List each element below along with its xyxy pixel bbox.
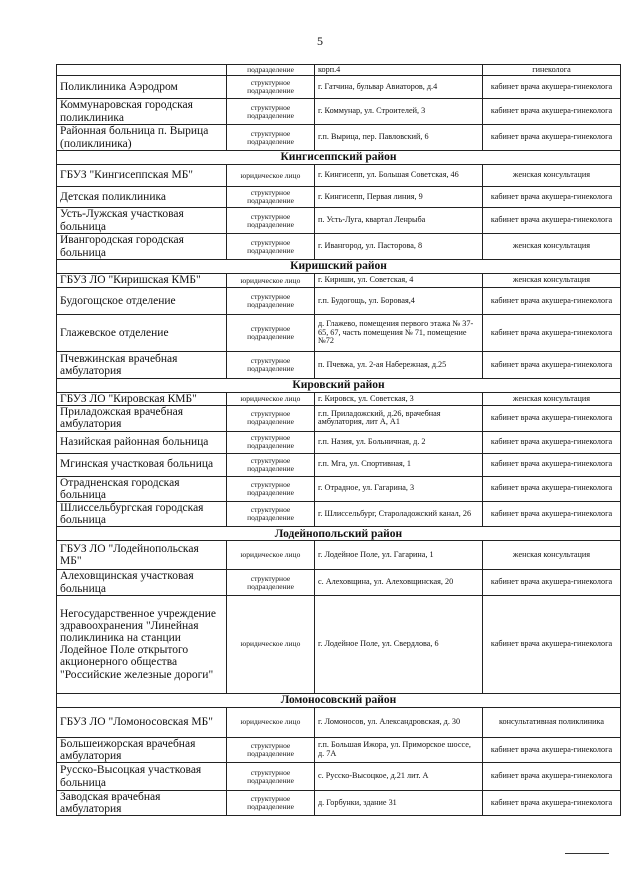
legal-status-cell: структурное подразделение	[227, 76, 315, 99]
legal-status-cell: структурное подразделение	[227, 288, 315, 315]
facility-name-cell: Детская поликлиника	[57, 187, 227, 208]
legal-status-cell: структурное подразделение	[227, 431, 315, 453]
facility-name-cell: Глажевское отделение	[57, 315, 227, 352]
service-unit-cell: женская консультация	[483, 165, 621, 187]
service-unit-cell: кабинет врача акушера-гинеколога	[483, 406, 621, 431]
legal-status-cell: структурное подразделение	[227, 99, 315, 125]
table-row	[57, 763, 621, 791]
service-unit-cell: кабинет врача акушера-гинеколога	[483, 570, 621, 595]
facility-name-cell: Коммунаровская городская поликлиника	[57, 99, 227, 125]
district-header-row	[57, 527, 621, 541]
facility-name-cell: Русско-Высоцкая участковая больница	[57, 763, 227, 791]
facility-name-cell: Поликлиника Аэродром	[57, 76, 227, 99]
table-row	[57, 476, 621, 501]
legal-status-cell: структурное подразделение	[227, 187, 315, 208]
table-row	[57, 65, 621, 76]
district-title: Лодейнопольский район	[57, 527, 621, 541]
service-unit-cell: кабинет врача акушера-гинеколога	[483, 501, 621, 526]
address-cell: г. Кингисепп, ул. Большая Советская, 46	[315, 165, 483, 187]
facility-name-cell: Ивангородская городская больница	[57, 234, 227, 260]
legal-status-cell: структурное подразделение	[227, 352, 315, 379]
service-unit-cell: женская консультация	[483, 274, 621, 288]
address-cell: г.п. Вырица, пер. Павловский, 6	[315, 125, 483, 151]
district-header-row	[57, 151, 621, 165]
service-unit-cell: гинеколога	[483, 65, 621, 76]
address-cell: д. Глажево, помещения первого этажа № 37-65, 67, часть помещения № 71, помещение №72	[315, 315, 483, 352]
legal-status-cell: структурное подразделение	[227, 234, 315, 260]
legal-status-cell: структурное подразделение	[227, 501, 315, 526]
legal-status-cell: структурное подразделение	[227, 476, 315, 501]
address-cell: г. Лодейное Поле, ул. Свердлова, 6	[315, 595, 483, 693]
service-unit-cell: кабинет врача акушера-гинеколога	[483, 431, 621, 453]
address-cell: г. Кировск, ул. Советская, 3	[315, 393, 483, 406]
legal-status-cell: юридическое лицо	[227, 707, 315, 737]
facility-table	[56, 64, 621, 816]
legal-status-cell: юридическое лицо	[227, 541, 315, 570]
table-row	[57, 187, 621, 208]
district-header-row	[57, 260, 621, 274]
service-unit-cell: женская консультация	[483, 541, 621, 570]
table-row	[57, 707, 621, 737]
facility-name-cell: ГБУЗ "Кингисеппская МБ"	[57, 165, 227, 187]
table-row	[57, 595, 621, 693]
address-cell: г. Ломоносов, ул. Александровская, д. 30	[315, 707, 483, 737]
table-row	[57, 453, 621, 476]
district-title: Ломоносовский район	[57, 693, 621, 707]
service-unit-cell: кабинет врача акушера-гинеколога	[483, 315, 621, 352]
service-unit-cell: кабинет врача акушера-гинеколога	[483, 187, 621, 208]
service-unit-cell: кабинет врача акушера-гинеколога	[483, 595, 621, 693]
service-unit-cell: кабинет врача акушера-гинеколога	[483, 76, 621, 99]
legal-status-cell: структурное подразделение	[227, 763, 315, 791]
service-unit-cell: кабинет врача акушера-гинеколога	[483, 453, 621, 476]
legal-status-cell: юридическое лицо	[227, 274, 315, 288]
address-cell: г.п. Будогощь, ул. Боровая,4	[315, 288, 483, 315]
facility-name-cell: ГБУЗ ЛО "Киришская КМБ"	[57, 274, 227, 288]
address-cell: п. Пчевжа, ул. 2-ая Набережная, д.25	[315, 352, 483, 379]
service-unit-cell: кабинет врача акушера-гинеколога	[483, 288, 621, 315]
legal-status-cell: структурное подразделение	[227, 125, 315, 151]
address-cell: с. Алеховщина, ул. Алеховщинская, 20	[315, 570, 483, 595]
facility-name-cell: ГБУЗ ЛО "Кировская КМБ"	[57, 393, 227, 406]
legal-status-cell: структурное подразделение	[227, 570, 315, 595]
facility-name-cell: Назийская районная больница	[57, 431, 227, 453]
table-row	[57, 76, 621, 99]
table-row	[57, 288, 621, 315]
address-cell: г.п. Назия, ул. Больничная, д. 2	[315, 431, 483, 453]
address-cell: г. Гатчина, бульвар Авиаторов, д.4	[315, 76, 483, 99]
facility-name-cell: Пчевжинская врачебная амбулатория	[57, 352, 227, 379]
facility-name-cell: Большеижорская врачебная амбулатория	[57, 737, 227, 762]
table-row	[57, 208, 621, 234]
facility-name-cell: Районная больница п. Вырица (поликлиника)	[57, 125, 227, 151]
address-cell: г. Кингисепп, Первая линия, 9	[315, 187, 483, 208]
facility-name-cell: Усть-Лужская участковая больница	[57, 208, 227, 234]
legal-status-cell: юридическое лицо	[227, 393, 315, 406]
table-row	[57, 501, 621, 526]
facility-name-cell: Мгинская участковая больница	[57, 453, 227, 476]
address-cell: г. Коммунар, ул. Строителей, 3	[315, 99, 483, 125]
address-cell: с. Русско-Высоцкое, д.21 лит. А	[315, 763, 483, 791]
district-title: Кингисеппский район	[57, 151, 621, 165]
address-cell: п. Усть-Луга, квартал Ленрыба	[315, 208, 483, 234]
facility-name-cell: Алеховщинская участковая больница	[57, 570, 227, 595]
district-header-row	[57, 693, 621, 707]
table-row	[57, 125, 621, 151]
service-unit-cell: консультативная поликлиника	[483, 707, 621, 737]
service-unit-cell: кабинет врача акушера-гинеколога	[483, 763, 621, 791]
table-row	[57, 352, 621, 379]
address-cell: г.п. Приладожский, д.26, врачебная амбулатория, лит А, А1	[315, 406, 483, 431]
service-unit-cell: кабинет врача акушера-гинеколога	[483, 125, 621, 151]
table-row	[57, 541, 621, 570]
service-unit-cell: кабинет врача акушера-гинеколога	[483, 208, 621, 234]
facility-name-cell: Будогощское отделение	[57, 288, 227, 315]
service-unit-cell: кабинет врача акушера-гинеколога	[483, 352, 621, 379]
service-unit-cell: кабинет врача акушера-гинеколога	[483, 99, 621, 125]
table-row	[57, 99, 621, 125]
address-cell: г.п. Мга, ул. Спортивная, 1	[315, 453, 483, 476]
page-number: 5	[317, 34, 323, 48]
service-unit-cell: женская консультация	[483, 393, 621, 406]
table-row	[57, 570, 621, 595]
service-unit-cell: кабинет врача акушера-гинеколога	[483, 737, 621, 762]
facility-name-cell: ГБУЗ ЛО "Лодейнопольская МБ"	[57, 541, 227, 570]
legal-status-cell: юридическое лицо	[227, 165, 315, 187]
table-row	[57, 274, 621, 288]
table-row	[57, 406, 621, 431]
table-row	[57, 315, 621, 352]
address-cell: г. Кириши, ул. Советская, 4	[315, 274, 483, 288]
address-cell: г. Лодейное Поле, ул. Гагарина, 1	[315, 541, 483, 570]
district-title: Киришский район	[57, 260, 621, 274]
address-cell: г. Ивангород, ул. Пасторова, 8	[315, 234, 483, 260]
service-unit-cell: кабинет врача акушера-гинеколога	[483, 476, 621, 501]
service-unit-cell: кабинет врача акушера-гинеколога	[483, 791, 621, 816]
legal-status-cell: юридическое лицо	[227, 595, 315, 693]
facility-name-cell: Шлиссельбургская городская больница	[57, 501, 227, 526]
legal-status-cell: структурное подразделение	[227, 453, 315, 476]
legal-status-cell: структурное подразделение	[227, 208, 315, 234]
legal-status-cell: структурное подразделение	[227, 315, 315, 352]
service-unit-cell: женская консультация	[483, 234, 621, 260]
table-row	[57, 791, 621, 816]
address-cell: г. Отрадное, ул. Гагарина, 3	[315, 476, 483, 501]
legal-status-cell: подразделение	[227, 65, 315, 76]
table-row	[57, 431, 621, 453]
facility-name-cell: Отрадненская городская больница	[57, 476, 227, 501]
facility-name-cell	[57, 65, 227, 76]
address-cell: д. Горбунки, здание 31	[315, 791, 483, 816]
district-title: Кировский район	[57, 379, 621, 393]
facility-table-body	[57, 65, 621, 816]
table-row	[57, 393, 621, 406]
legal-status-cell: структурное подразделение	[227, 406, 315, 431]
table-row	[57, 737, 621, 762]
address-cell: корп.4	[315, 65, 483, 76]
district-header-row	[57, 379, 621, 393]
address-cell: г.п. Большая Ижора, ул. Приморское шоссе, д. 7А	[315, 737, 483, 762]
facility-name-cell: Приладожская врачебная амбулатория	[57, 406, 227, 431]
table-row	[57, 165, 621, 187]
facility-name-cell: ГБУЗ ЛО "Ломоносовская МБ"	[57, 707, 227, 737]
table-row	[57, 234, 621, 260]
facility-name-cell: Негосударственное учреждение здравоохранения "Линейная поликлиника на станции Лодейное Поле открытого акционерного общества "Российские железные дороги"	[57, 595, 227, 693]
scan-mark	[565, 853, 609, 854]
address-cell: г. Шлиссельбург, Староладожский канал, 26	[315, 501, 483, 526]
legal-status-cell: структурное подразделение	[227, 737, 315, 762]
legal-status-cell: структурное подразделение	[227, 791, 315, 816]
facility-name-cell: Заводская врачебная амбулатория	[57, 791, 227, 816]
